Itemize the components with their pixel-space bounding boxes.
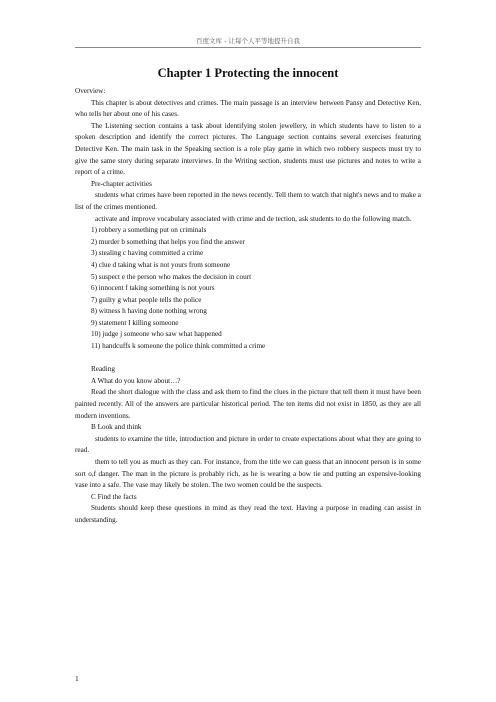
section-b-paragraph-1: students to examine the title, introduction and picture in order to create expectations about what they are going to read. xyxy=(75,434,421,455)
match-item: 10) judge j someone who saw what happened xyxy=(91,330,222,339)
match-item: 8) witness h having done nothing wrong xyxy=(91,307,207,316)
match-item: 11) handcuffs k someone the police think committed a crime xyxy=(91,342,266,351)
match-item: 4) clue d taking what is not yours from someone xyxy=(91,260,231,269)
match-item: 9) statement I killing someone xyxy=(91,318,179,327)
match-item: 6) innocent f taking something is not yours xyxy=(91,284,215,293)
chapter-title: Chapter 1 Protecting the innocent xyxy=(157,66,339,80)
overview-paragraph-1: This chapter is about detectives and crimes. The main passage is an interview between Pansy and Detective Ken, who tells her about one of his cases. xyxy=(75,98,421,119)
section-c-paragraph: Students should keep these questions in mind as they read the text. Having a purpose in reading can assist in understanding. xyxy=(75,504,421,524)
section-c-heading: C Find the facts xyxy=(91,492,137,501)
match-item: 7) guilty g what people tells the police xyxy=(91,295,202,304)
document-body xyxy=(75,86,421,527)
match-item: 1) robbery a something put on criminals xyxy=(91,226,207,235)
match-item: 2) murder b something that helps you find the answer xyxy=(91,237,245,246)
section-a-heading: A What do you know about…? xyxy=(91,376,181,385)
pre-chapter-paragraph-1: students what crimes have been reported in the news recently. Tell them to watch that night's news and to make a list of the crimes mentioned. xyxy=(75,191,421,211)
match-item: 3) stealing c having committed a crime xyxy=(91,249,204,258)
vocabulary-match-list xyxy=(75,225,421,353)
section-a-paragraph: Read the short dialogue with the class and ask them to find the clues in the picture that tell them it must have been painted recently. All of the answers are particular historical period. The ten items did not exist in 1850, as they are all modern inventions. xyxy=(75,388,421,420)
header-divider xyxy=(75,47,421,48)
section-b-heading: B Look and think xyxy=(91,423,142,432)
spacer xyxy=(75,353,421,365)
overview-heading: Overview: xyxy=(75,87,106,95)
pre-chapter-paragraph-2: activate and improve vocabulary associated with crime and de tection, ask students to do the following match. xyxy=(95,214,412,223)
section-b-paragraph-2: them to tell you as much as they can. For instance, from the title we can guess that an innocent person is in some sort o,f danger. The man in the picture is probably rich, as he is wearing a bow tie and putting an expensive-looking vase into a safe. The vase may likely be stolen. The two women could be the suspects. xyxy=(75,458,421,490)
pre-chapter-heading: Pre-chapter activities xyxy=(91,179,152,188)
match-item: 5) suspect e the person who makes the decision in court xyxy=(91,272,252,281)
reading-heading: Reading xyxy=(91,365,115,374)
overview-paragraph-2: The Listening section contains a task about identifying stolen jewellery, in which students have to listen to a spoken description and identify the correct pictures. The Language section contains several exercises featuring Detective Ken. The main task in the Speaking section is a role play game in which two robbery suspects must try to give the same story during separate interviews. In the Writing section, students must use pictures and notes to write a report of a crime. xyxy=(75,121,421,177)
page-header: 百度文库 - 让每个人平等地提升自我 xyxy=(196,37,300,45)
page-number: 1 xyxy=(75,674,79,683)
